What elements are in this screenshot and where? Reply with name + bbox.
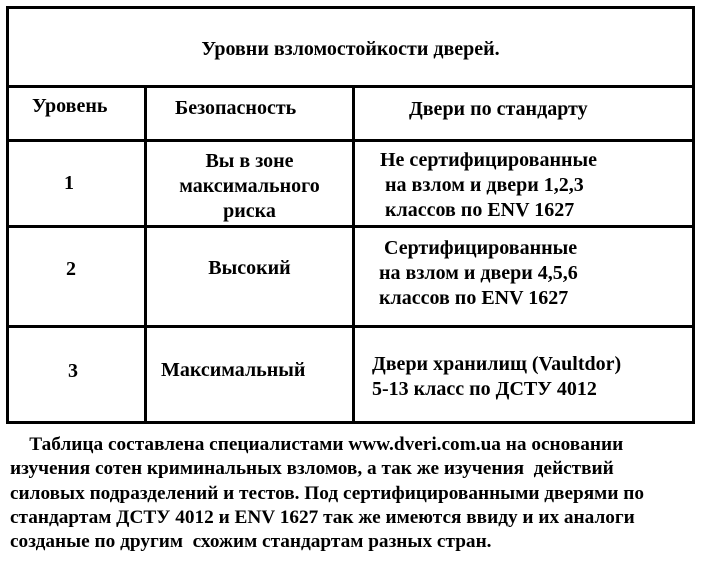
row-2-doors: Сертифицированные на взлом и двери 4,5,6 классов по ENV 1627 <box>379 237 578 309</box>
row-2-level: 2 <box>66 258 76 280</box>
row-1-security: Вы в зоне максимального риска <box>179 150 320 222</box>
header-security: Безопасность <box>175 97 297 119</box>
row-3-security: Максимальный <box>161 359 306 381</box>
row-3-doors: Двери хранилищ (Vaultdor) 5-13 класс по ДСТУ 4012 <box>372 353 622 400</box>
row-2-security: Высокий <box>208 257 291 279</box>
table-footnote: Таблица составлена специалистами www.dveri.com.ua на основании изучения сотен криминальных взломов, а так же изучения действий силовых подразделений и тестов. Под сертифицированными дверями по стандартам ДСТУ 4012 и ENV 1627 так же имеются ввиду и их аналоги созданые по другим схожим стандартам разных стран. <box>10 434 644 553</box>
row-3-level: 3 <box>68 360 78 382</box>
row-1-doors: Не сертифицированные на взлом и двери 1,2,3 классов по ENV 1627 <box>380 149 598 221</box>
table-divider <box>144 85 147 421</box>
row-1-level: 1 <box>64 172 74 194</box>
door-security-table <box>6 6 695 424</box>
header-level: Уровень <box>32 95 108 117</box>
header-doors-standard: Двери по стандарту <box>409 98 588 120</box>
table-divider <box>9 85 692 88</box>
table-divider <box>9 325 692 328</box>
table-divider <box>9 225 692 228</box>
table-divider <box>352 85 355 421</box>
table-divider <box>9 139 692 142</box>
table-title: Уровни взломостойкости дверей. <box>201 38 500 60</box>
